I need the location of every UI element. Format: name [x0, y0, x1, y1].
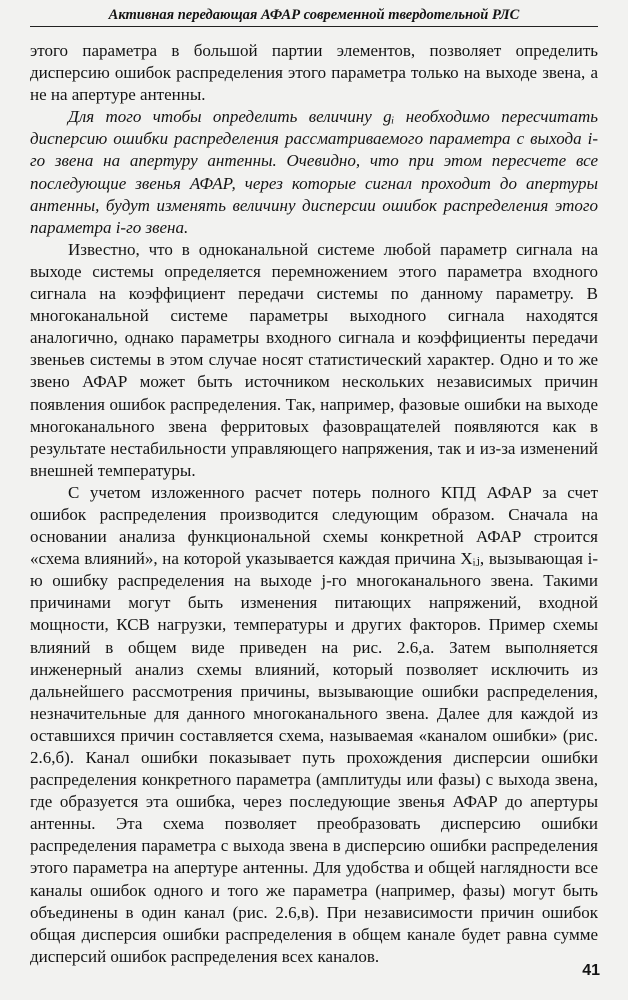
paragraph-single-channel: Известно, что в одноканальной системе любой параметр сигнала на выходе системы определяется перемножением этого параметра входного сигнала на коэффициент передачи системы по данному параметру. В многоканальной системе параметры выходного сигнала находятся аналогично, однако параметры входного сигнала и коэффициенты передачи звеньев системы в этом случае носят статистический характер. Одно и то же звено АФАР может быть источником нескольких независимых причин появления ошибок распределения. Так, например, фазовые ошибки на выходе многоканального звена ферритовых фазовращателей появляются как в результате нестабильности управляющего напряжения, так и из-за изменений внешней температуры.: [30, 239, 598, 480]
page-body: [30, 40, 598, 968]
paragraph-continuation: этого параметра в большой партии элементов, позволяет определить дисперсию ошибок распределения этого параметра только на выходе звена, а не на апертуре антенны.: [30, 41, 598, 105]
running-header: Активная передающая АФАР современной твердотельной РЛС: [30, 6, 598, 27]
paragraph-calculation: С учетом изложенного расчет потерь полного КПД АФАР за счет ошибок распределения производится следующим образом. Сначала на основании анализа функциональной схемы конкретной АФАР строится «схема влияний», на которой указывается каждая причина Xᵢⱼ, вызывающая i-ю ошибку распределения на выходе j-го многоканального звена. Такими причинами могут быть изменения питающих напряжений, входной мощности, КСВ нагрузки, температуры и других факторов. Пример схемы влияний в общем виде приведен на рис. 2.6,а. Затем выполняется инженерный анализ схемы влияний, который позволяет исключить из дальнейшего рассмотрения причины, вызывающие ошибки распределения, незначительные для данного многоканального звена. Далее для каждой из оставшихся причин составляется схема, называемая «каналом ошибки» (рис. 2.6,б). Канал ошибки показывает путь прохождения дисперсии ошибки распределения конкретного параметра (амплитуды или фазы) с выхода звена, где образуется эта ошибка, через последующие звенья АФАР до апертуры антенны. Эта схема позволяет преобразовать дисперсию ошибки распределения параметра с выхода звена в дисперсию ошибки распределения этого параметра на апертуре антенны. Для удобства и общей наглядности все каналы ошибок одного и того же параметра (например, фазы) могут быть объединены в один канал (рис. 2.6,в). При независимости причин ошибок общая дисперсия ошибки распределения в общем канале будет равна сумме дисперсий ошибок распределения всех каналов.: [30, 482, 598, 966]
paragraph-italic: Для того чтобы определить величину gᵢ необходимо пересчитать дисперсию ошибки распределения рассматриваемого параметра с выхода i-го звена на апертуру антенны. Очевидно, что при этом пересчете все последующие звенья АФАР, через которые сигнал проходит до апертуры антенны, будут изменять величину дисперсии ошибок распределения этого параметра i-го звена.: [30, 107, 598, 237]
page-number: 41: [582, 962, 600, 979]
